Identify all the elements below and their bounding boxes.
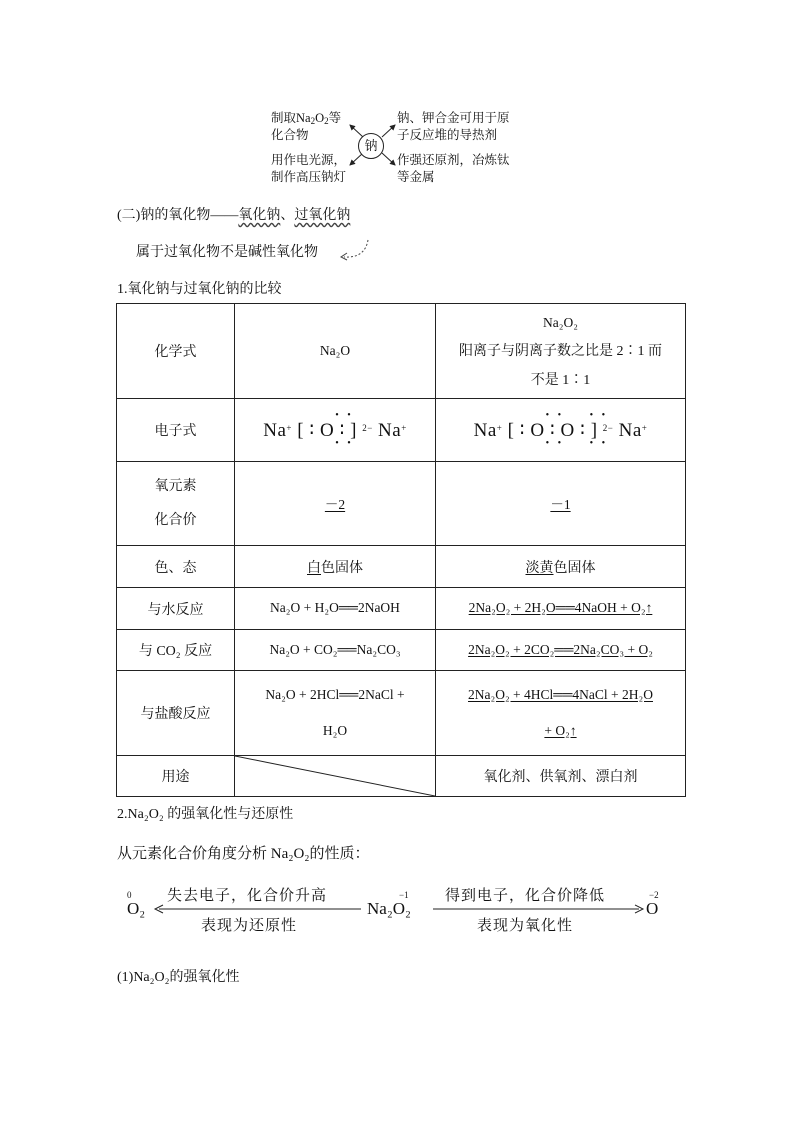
na2o-use-empty: [235, 756, 436, 797]
use-top-left-line2: 化合物: [271, 128, 309, 142]
right-arrow-bottom-label: 表现为氧化性: [477, 918, 574, 934]
table-row-valence: [117, 462, 686, 546]
na2o-hcl-reaction: Na₂O + 2HCl══2NaCl + H₂O: [235, 671, 436, 756]
table-row-color: [117, 546, 686, 588]
na2o2-color: 淡黄色固体: [436, 546, 686, 588]
center-species: Na₂O₂: [367, 899, 411, 918]
left-oxidation-state: 0: [127, 890, 132, 900]
row-label: 与盐酸反应: [117, 671, 235, 756]
table-row-use: [117, 756, 686, 797]
na2o-electron-formula: Na+ [ ∶ O ∶ ] • • • • $^{2-}$ Na+: [235, 399, 436, 462]
table-row-formula: [117, 304, 686, 399]
row-label: 化学式: [117, 304, 235, 399]
na2o-valence: －2: [235, 462, 436, 546]
left-arrow-bottom-label: 表现为还原性: [201, 918, 298, 934]
analysis-text: 从元素化合价角度分析 Na₂O₂的性质：: [117, 846, 370, 862]
heading-text: 钠的氧化物——: [140, 208, 239, 223]
use-bottom-left: 用作电光源，: [271, 153, 347, 167]
na2o-water-reaction: Na₂O + H₂O══2NaOH: [235, 588, 436, 630]
na2o2-use: 氧化剂、供氧剂、漂白剂: [436, 756, 686, 797]
na2o2-electron-formula: Na+ [ ∶ O ∶ O ∶ ] • • • • • • • • $^{2-}$ Na+: [436, 399, 686, 462]
na2o2-cell: Na₂O₂ 阳离子与阴离子数之比是 2∶1 而 不是 1∶1: [436, 304, 686, 399]
na2o2-co2-reaction: 2Na₂O₂ + 2CO₂══2Na₂CO₃ + O₂: [436, 630, 686, 671]
use-bottom-right: 作强还原剂，冶炼钛: [397, 153, 510, 167]
row-label: 电子式: [117, 399, 235, 462]
use-bottom-left-line2: 制作高压钠灯: [271, 170, 347, 184]
use-top-left: 制取$Na_2O_2$等: [271, 111, 342, 126]
comparison-table: [116, 303, 686, 797]
subsection-3-title: (1)Na₂O₂的强氧化性: [117, 970, 240, 985]
center-oxidation-state: −1: [399, 890, 409, 900]
row-label: 与水反应: [117, 588, 235, 630]
use-top-right: 钠、钾合金可用于原: [397, 111, 510, 125]
subsection-1-title: 1.氧化钠与过氧化钠的比较: [117, 282, 282, 297]
right-species: O: [646, 899, 659, 918]
subsection-2-title: 2.Na₂O₂ 的强氧化性与还原性: [117, 807, 294, 822]
left-species: O₂: [127, 899, 146, 918]
table-row-hcl: [117, 671, 686, 756]
use-bottom-right-line2: 等金属: [397, 170, 435, 184]
right-arrow-icon: [431, 904, 645, 914]
table-row-water: [117, 588, 686, 630]
sodium-label: 钠: [364, 138, 378, 153]
row-label: 与 CO₂ 反应: [117, 630, 235, 671]
sodium-center-circle: [358, 133, 384, 159]
left-arrow-top-label: 失去电子，化合价升高: [167, 888, 328, 904]
note-arrow-icon: [338, 238, 372, 264]
row-label: 氧元素 化合价: [117, 462, 235, 546]
na2o-co2-reaction: Na₂O + CO₂══Na₂CO₃: [235, 630, 436, 671]
na2o2-water-reaction: 2Na₂O₂ + 2H₂O══4NaOH + O₂↑: [436, 588, 686, 630]
right-arrow-top-label: 得到电子，化合价降低: [445, 888, 606, 904]
use-top-right-line2: 子反应堆的导热剂: [397, 128, 498, 142]
diagonal-slash: [235, 756, 435, 796]
na2o2-valence: －1: [436, 462, 686, 546]
section-heading: (二)钠的氧化物——氧化钠、过氧化钠: [117, 208, 351, 223]
row-label: 色、态: [117, 546, 235, 588]
na2o-color: 白色固体: [235, 546, 436, 588]
note-peroxide: 属于过氧化物不是碱性氧化物: [136, 245, 318, 260]
table-row-co2: [117, 630, 686, 671]
right-oxidation-state: −2: [649, 890, 659, 900]
na2o2-hcl-reaction: 2Na₂O₂ + 4HCl══4NaCl + 2H₂O + O₂↑: [436, 671, 686, 756]
table-row-electron: [117, 399, 686, 462]
heading-na2o2: 过氧化钠: [294, 208, 351, 223]
left-arrow-icon: [153, 904, 363, 914]
redox-diagram: [123, 880, 683, 940]
na2o-cell: Na₂O: [235, 304, 436, 399]
heading-number: (二): [117, 208, 141, 223]
row-label: 用途: [117, 756, 235, 797]
heading-na2o: 氧化钠: [238, 208, 281, 223]
